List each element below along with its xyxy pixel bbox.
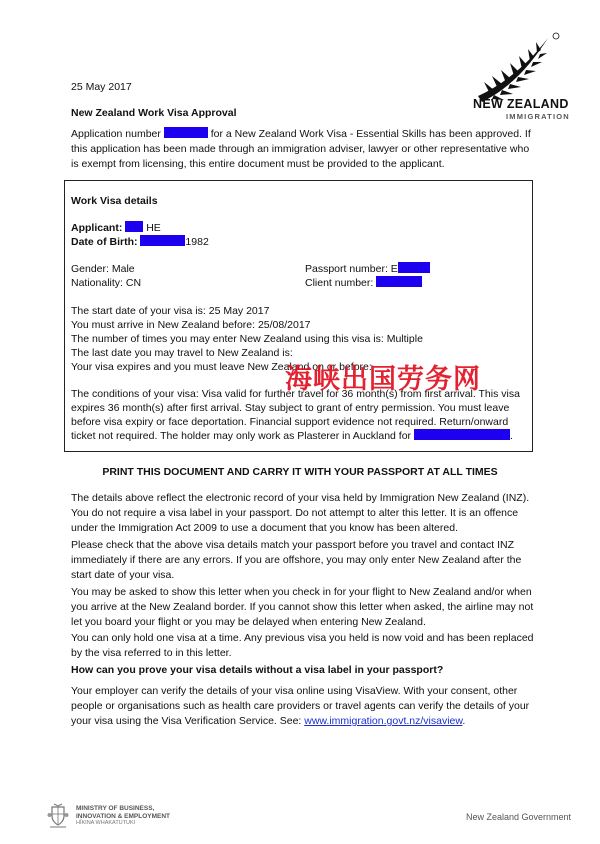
paragraph-line: You do not require a visa label in your passport. Do not attempt to alter this letter. It is an offence (71, 507, 519, 519)
intro-line-2: this application has been made through an immigration adviser, lawyer or other representative who (71, 143, 530, 155)
paragraph-line: under the Immigration Act 2009 to use a document that you know has been altered. (71, 522, 458, 534)
paragraph-line: start date of your visa. (71, 569, 175, 581)
passport-label: Passport number: E (305, 263, 398, 275)
print-notice: PRINT THIS DOCUMENT AND CARRY IT WITH YOUR PASSPORT AT ALL TIMES (102, 466, 498, 478)
final-line-3-suffix: . (462, 715, 466, 727)
paragraph-4 (71, 631, 534, 661)
redaction (140, 235, 185, 246)
intro-line-3: is exempt from licensing, this entire document must be provided to the applicant. (71, 158, 445, 170)
entries: The number of times you may enter New Zealand using this visa is: Multiple (71, 333, 423, 345)
intro-part-2: for a New Zealand Work Visa - Essential Skills has been approved. If (210, 128, 531, 140)
paragraph-line: You may be asked to show this letter when you check in for your flight to New Zealand and/or when (71, 586, 532, 598)
paragraph-line: The details above reflect the electronic record of your visa held by Immigration New Zealand (INZ). (71, 492, 530, 504)
paragraph-line: by the visa referred to in this letter. (71, 647, 232, 659)
redaction (125, 221, 143, 232)
visaview-link[interactable]: www.immigration.govt.nz/visaview (304, 715, 463, 727)
paragraph-line: immediately if there are any errors. If you are offshore, you may only enter New Zealand after the (71, 554, 522, 566)
letter-date: 25 May 2017 (71, 81, 132, 93)
paragraph-line: Please check that the above visa details match your passport before you travel and contact INZ (71, 539, 514, 551)
intro-part-1: Application number (71, 128, 161, 140)
paragraph-3 (71, 585, 533, 630)
paragraph-line: You can only hold one visa at a time. Any previous visa you held is now void and has been replaced (71, 632, 534, 644)
dob-label: Date of Birth: (71, 236, 138, 248)
last-travel: The last date you may travel to New Zealand is: (71, 347, 293, 359)
paragraph-2 (71, 538, 521, 583)
applicant-value: HE (146, 222, 161, 234)
redaction (398, 262, 430, 273)
ministry-line-3: HĪKINA WHAKATUTUKI (76, 820, 136, 826)
paragraph-1 (71, 491, 529, 536)
redaction (376, 276, 422, 287)
start-date: The start date of your visa is: 25 May 2017 (71, 305, 270, 317)
client-label: Client number: (305, 277, 374, 289)
conditions-line-1: The conditions of your visa: Visa valid for further travel for 36 month(s) from first arrival. This visa (71, 388, 520, 400)
applicant-row (71, 221, 161, 236)
paragraph-line: you arrive at the New Zealand border. If you cannot show this letter when asked, the airline may not (71, 601, 534, 613)
gender: Gender: Male (71, 263, 135, 275)
expires: Your visa expires and you must leave New Zealand on or before: (71, 361, 372, 373)
coat-of-arms-icon (47, 803, 69, 829)
final-line-2: people or organisations such as health care providers or travel agents can verify the details of your (71, 700, 530, 712)
details-heading: Work Visa details (71, 195, 158, 207)
dob-value: 1982 (185, 236, 209, 248)
visa-details-box (64, 180, 533, 452)
final-paragraph (71, 684, 529, 729)
conditions-line-2: expires 36 month(s) after first arrival. Stay subject to grant of entry permission. You must leave (71, 402, 510, 414)
paragraph-line: let you board your flight or you may be delayed when entering New Zealand. (71, 616, 426, 628)
passport-row (305, 262, 430, 277)
logo-name: NEW ZEALAND (473, 97, 569, 111)
final-line-3-prefix: your visa using the Visa Verification Service. See: (71, 715, 302, 727)
final-line-3 (71, 714, 529, 729)
redaction (414, 429, 510, 440)
dob-row (71, 235, 209, 250)
client-row (305, 276, 422, 291)
redaction (164, 127, 208, 138)
question-heading: How can you prove your visa details without a visa label in your passport? (71, 664, 444, 676)
ministry-line-1: MINISTRY OF BUSINESS, (76, 805, 155, 812)
intro-line-1 (71, 127, 531, 142)
nz-government: New Zealand Government (466, 812, 572, 822)
logo-sub: IMMIGRATION (506, 112, 570, 121)
conditions-line-4: ticket not required. The holder may only work as Plasterer in Auckland for . (71, 430, 513, 442)
watermark: 海峡出国劳务网 (285, 364, 481, 395)
conditions-line-3: before visa expiry or face deportation. Financial support evidence not required. Return/onward (71, 416, 509, 428)
applicant-label: Applicant: (71, 222, 123, 234)
final-line-1: Your employer can verify the details of your visa online using VisaView. With your consent, other (71, 685, 518, 697)
arrive-before: You must arrive in New Zealand before: 25/08/2017 (71, 319, 311, 331)
conditions-line-4-text: ticket not required. The holder may only work as Plasterer in Auckland for (71, 430, 412, 442)
letter-title: New Zealand Work Visa Approval (71, 107, 237, 119)
nationality: Nationality: CN (71, 277, 142, 289)
ministry-line-2: INNOVATION & EMPLOYMENT (76, 812, 171, 820)
